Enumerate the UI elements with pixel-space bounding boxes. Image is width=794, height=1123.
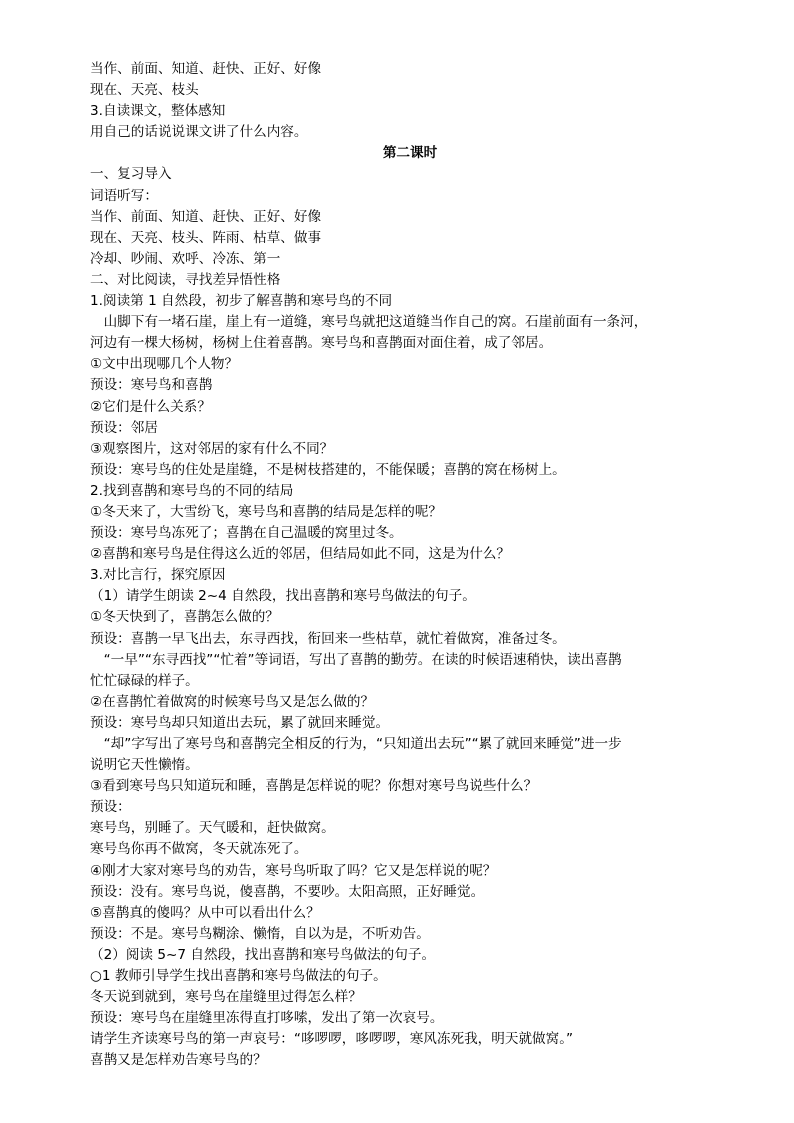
answer-6: 预设：喜鹊一早飞出去，东寻西找，衔回来一些枯草，就忙着做窝，准备过冬。 <box>90 630 566 647</box>
question-4: ①冬天来了，大雪纷飞，寒号鸟和喜鹊的结局是怎样的呢？ <box>90 503 443 520</box>
sub-1-heading: 1.阅读第 1 自然段，初步了解喜鹊和寒号鸟的不同 <box>90 293 393 310</box>
dictation-line-3: 冷却、吵闹、欢呼、冷冻、第一 <box>90 250 281 267</box>
document-body <box>90 59 730 1072</box>
analysis-2-line-2: 说明它天性懒惰。 <box>90 757 199 774</box>
question-12: 喜鹊又是怎样劝告寒号鸟的？ <box>90 1052 267 1069</box>
question-8: ③看到寒号鸟只知道玩和睡，喜鹊是怎样说的呢？你想对寒号鸟说些什么？ <box>90 778 538 795</box>
answer-8-line-1: 寒号鸟，别睡了。天气暖和，赶快做窝。 <box>90 820 335 837</box>
section-title: 第二课时 <box>382 145 438 162</box>
answer-7: 预设：寒号鸟却只知道出去玩，累了就回来睡觉。 <box>90 714 390 731</box>
answer-8-line-2: 寒号鸟你再不做窝，冬天就冻死了。 <box>90 841 308 858</box>
sub-2-heading: 2.找到喜鹊和寒号鸟的不同的结局 <box>90 482 294 499</box>
sub-3-heading: 3.对比言行，探究原因 <box>90 567 226 584</box>
question-3: ③观察图片，这对邻居的家有什么不同？ <box>90 440 334 457</box>
dictation-label: 词语听写： <box>90 187 158 204</box>
passage-line-1: 山脚下有一堵石崖，崖上有一道缝，寒号鸟就把这道缝当作自己的窝。石崖前面有一条河， <box>90 314 648 331</box>
question-10: ⑤喜鹊真的傻吗？从中可以看出什么？ <box>90 904 320 921</box>
part-2-heading: 二、对比阅读，寻找差异悟性格 <box>90 271 281 288</box>
answer-11: 预设：寒号鸟在崖缝里冻得直打哆嗦，发出了第一次哀号。 <box>90 1010 444 1027</box>
dictation-line-1: 当作、前面、知道、赶快、正好、好像 <box>90 208 322 225</box>
question-6: ①冬天快到了，喜鹊怎么做的？ <box>90 609 279 626</box>
answer-9: 预设：没有。寒号鸟说，傻喜鹊，不要吵。太阳高照，正好睡觉。 <box>90 883 485 900</box>
task-2: （2）阅读 5~7 自然段，找出喜鹊和寒号鸟做法的句子。 <box>90 946 436 963</box>
question-2: ②它们是什么关系？ <box>90 398 211 415</box>
question-5: ②喜鹊和寒号鸟是住得这么近的邻居，但结局如此不同，这是为什么？ <box>90 546 510 563</box>
question-7: ②在喜鹊忙着做窝的时候寒号鸟又是怎么做的？ <box>90 693 375 710</box>
answer-10: 预设：不是。寒号鸟糊涂、懒惰，自以为是，不听劝告。 <box>90 925 430 942</box>
answer-2: 预设：邻居 <box>90 419 158 436</box>
question-11: 冬天说到就到，寒号鸟在崖缝里过得怎么样？ <box>90 989 362 1006</box>
passage-line-2: 河边有一棵大杨树，杨树上住着喜鹊。寒号鸟和喜鹊面对面住着，成了邻居。 <box>90 335 553 352</box>
step-3-instruction: 用自己的话说说课文讲了什么内容。 <box>90 124 308 141</box>
answer-1: 预设：寒号鸟和喜鹊 <box>90 377 213 394</box>
question-9: ④刚才大家对寒号鸟的劝告，寒号鸟听取了吗？它又是怎样说的呢？ <box>90 862 497 879</box>
vocab-line-1: 当作、前面、知道、赶快、正好、好像 <box>90 61 322 77</box>
vocab-line-2: 现在、天亮、枝头 <box>90 82 199 99</box>
guide-step-1: ○1 教师引导学生找出喜鹊和寒号鸟做法的句子。 <box>90 968 387 985</box>
analysis-2-line-1: “却”字写出了寒号鸟和喜鹊完全相反的行为，“只知道出去玩”“累了就回来睡觉”进一步 <box>90 736 622 752</box>
part-1-heading: 一、复习导入 <box>90 166 172 183</box>
question-1: ①文中出现哪几个人物？ <box>90 356 239 373</box>
answer-3: 预设：寒号鸟的住处是崖缝，不是树枝搭建的，不能保暖；喜鹊的窝在杨树上。 <box>90 461 566 478</box>
answer-8-label: 预设： <box>90 799 131 816</box>
task-1: （1）请学生朗读 2~4 自然段，找出喜鹊和寒号鸟做法的句子。 <box>90 588 476 605</box>
dictation-line-2: 现在、天亮、枝头、阵雨、枯草、做事 <box>90 229 322 246</box>
step-3-heading: 3.自读课文，整体感知 <box>90 103 226 120</box>
read-aloud-line: 请学生齐读寒号鸟的第一声哀号：“哆啰啰，哆啰啰，寒风冻死我，明天就做窝。” <box>90 1031 574 1048</box>
analysis-1-line-2: 忙忙碌碌的样子。 <box>90 672 199 689</box>
answer-4: 预设：寒号鸟冻死了；喜鹊在自己温暖的窝里过冬。 <box>90 525 403 542</box>
analysis-1-line-1: “一早”“东寻西找”“忙着”等词语，写出了喜鹊的勤劳。在读的时候语速稍快，读出喜鹊 <box>90 651 622 668</box>
